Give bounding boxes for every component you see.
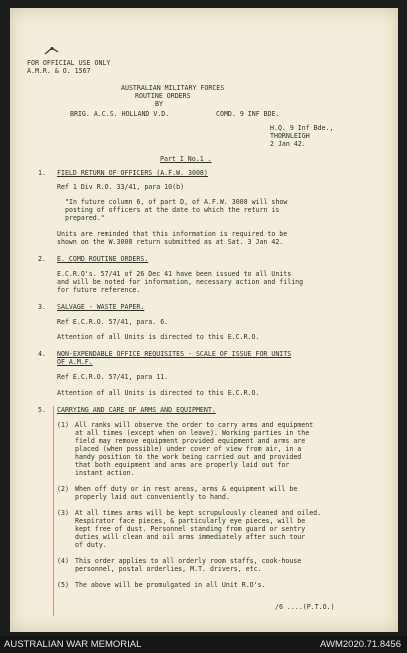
sub-line: This order applies to all orderly room staffs, cook-house [75, 557, 302, 565]
sub-line: All ranks will observe the order to carry arms and equipment [75, 421, 314, 429]
sub-number: (4) [57, 557, 69, 565]
sub-line: field may remove equipment provided equipment and arms are [75, 437, 306, 445]
sub-line: that both equipment and arms are properly laid out for [75, 461, 290, 469]
archive-footer [0, 636, 407, 653]
item-number: 5. [38, 406, 46, 414]
heading-routine-orders: ROUTINE ORDERS [135, 92, 191, 100]
sub-number: (1) [57, 421, 69, 429]
sub-line: of duty. [75, 541, 107, 549]
sub-line: duties will clean and oil arms immediately after such tour [75, 533, 306, 541]
sub-line: handy position to the work being carried out and provided [75, 453, 302, 461]
reference-number: A.M.R. & O. 1567 [27, 67, 91, 75]
address-place: THORNLEIGH [270, 132, 310, 140]
item-title: FIELD RETURN OF OFFICERS (A.F.W. 3008) [57, 169, 208, 177]
sub-line: At all times arms will be kept scrupulously cleaned and oiled. [75, 509, 322, 517]
item-paragraph: shown on the W.3008 return submitted as at Sat. 3 Jan 42. [57, 238, 284, 246]
address-date: 2 Jan 42. [270, 140, 306, 148]
item-title: NON-EXPENDABLE OFFICE REQUISITES - SCALE OF ISSUE FOR UNITS [57, 350, 292, 358]
item-paragraph: Ref E.C.R.O. 57/41, para 11. [57, 373, 169, 381]
item-number: 2. [38, 255, 46, 263]
classification-line: FOR OFFICIAL USE ONLY [27, 59, 111, 67]
sub-line: personnel, postal orderlies, M.T. drivers, etc. [75, 565, 262, 573]
command: COMD. 9 INF BDE. [216, 110, 280, 118]
sub-line: When off duty or in rest areas, arms & equipment will be [75, 485, 298, 493]
quote-line: prepared." [65, 214, 105, 222]
part-heading: Part I No.1 . [160, 155, 212, 163]
punch-mark-icon [44, 46, 60, 56]
heading-by: BY [155, 100, 163, 108]
item-number: 3. [38, 303, 46, 311]
sub-line: instant action. [75, 469, 135, 477]
item-paragraph: Ref E.C.R.O. 57/41, para. 6. [57, 318, 169, 326]
item-paragraph: Attention of all Units is directed to this E.C.R.O. [57, 389, 260, 397]
quote-line: "In future column 6, of part D, of A.F.W. 3008 will show [65, 198, 288, 206]
sub-line: at all times (except when on leave). Working parties in the [75, 429, 310, 437]
item-title: OF A.M.F. [57, 358, 93, 366]
sub-number: (5) [57, 581, 69, 589]
item-number: 1. [38, 169, 46, 177]
item-paragraph: and will be noted for information, necessary action and filing [57, 278, 304, 286]
quote-line: posting of officers at the date to which the return is [65, 206, 280, 214]
margin-rule [53, 406, 54, 616]
item-number: 4. [38, 350, 46, 358]
item-title: CARRYING AND CARE OF ARMS AND EQUIPMENT. [57, 406, 216, 414]
item-paragraph: Units are reminded that this information is required to be [57, 230, 288, 238]
sub-line: Respirator face pieces, & particularly eye pieces, will be [75, 517, 306, 525]
issuer: BRIG. A.C.S. HOLLAND V.D. [70, 110, 170, 118]
document-page [10, 8, 398, 632]
item-title: SALVAGE - WASTE PAPER. [57, 303, 145, 311]
item-paragraph: Ref 1 Div R.O. 33/41, para 10(b) [57, 183, 185, 191]
sub-line: The above will be promulgated in all Unit R.O's. [75, 581, 266, 589]
sub-number: (2) [57, 485, 69, 493]
institution-name: AUSTRALIAN WAR MEMORIAL [4, 639, 142, 650]
sub-line: kept free of dust. Personnel standing from guard or sentry [75, 525, 306, 533]
sub-number: (3) [57, 509, 69, 517]
sub-line: placed (when possible) under cover of view from air, in a [75, 445, 302, 453]
item-paragraph: for future reference. [57, 286, 141, 294]
item-paragraph: Attention of all Units is directed to this E.C.R.O. [57, 333, 260, 341]
accession-number: AWM2020.71.8456 [320, 639, 401, 650]
address-hq: H.Q. 9 Inf Bde., [270, 124, 334, 132]
sub-line: properly laid out conveniently to hand. [75, 493, 230, 501]
heading-forces: AUSTRALIAN MILITARY FORCES [121, 84, 225, 92]
item-paragraph: E.C.R.O's. 57/41 of 26 Dec 41 have been issued to all Units [57, 270, 292, 278]
item-title: E. COMD ROUTINE ORDERS. [57, 255, 149, 263]
continuation-note: /6 ....(P.T.O.) [275, 603, 335, 611]
